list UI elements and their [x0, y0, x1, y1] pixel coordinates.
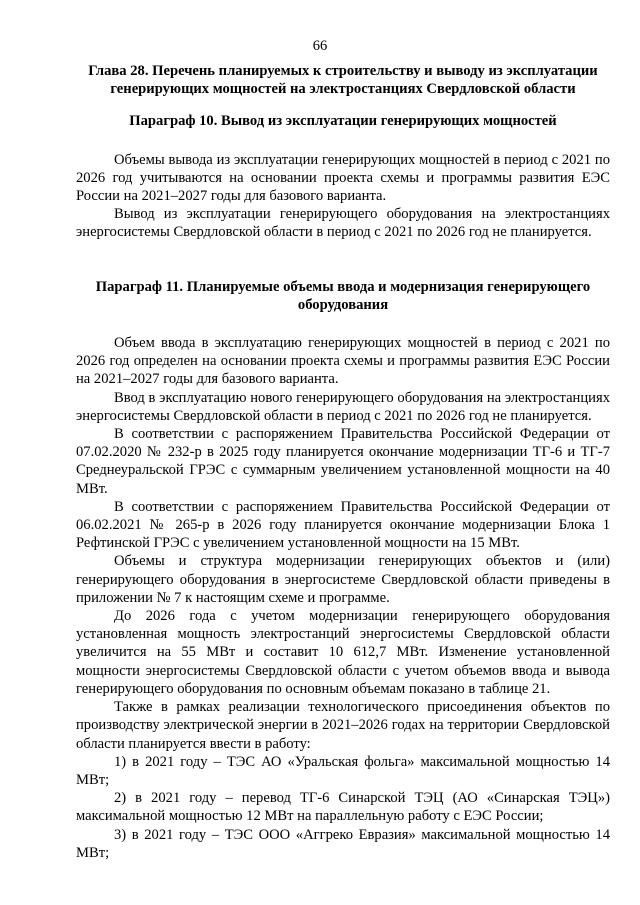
paragraph: В соответствии с распоряжением Правительства Российской Федерации от 07.02.2020 № 232-р в 2025 году планируется окончание модернизации ТГ-6 и ТГ-7 Среднеуральской ГРЭС с суммарным увеличением установленной мощности на 40 МВт. [76, 426, 610, 497]
list-item: 3) в 2021 году – ТЭС ООО «Аггреко Евразия» максимальной мощностью 14 МВт; [76, 826, 610, 861]
paragraph: Объем ввода в эксплуатацию генерирующих мощностей в период с 2021 по 2026 год определен на основании проекта схемы и программы развития ЕЭС России на 2021–2027 годы для базового варианта. [76, 335, 610, 388]
paragraph: Вывод из эксплуатации генерирующего оборудования на электростанциях энергосистемы Свердловской области в период с 2021 по 2026 год не планируется. [76, 206, 610, 241]
paragraph: Объемы и структура модернизации генерирующих объектов и (или) генерирующего оборудования в энергосистеме Свердловской области приведены в приложении № 7 к настоящим схеме и программе. [76, 553, 610, 606]
paragraph: Также в рамках реализации технологического присоединения объектов по производству электрической энергии в 2021–2026 годах на территории Свердловской области планируется ввести в работу: [76, 699, 610, 752]
list-item: 1) в 2021 году – ТЭС АО «Уральская фольга» максимальной мощностью 14 МВт; [76, 753, 610, 788]
paragraph: Ввод в эксплуатацию нового генерирующего оборудования на электростанциях энергосистемы Свердловской области в период с 2021 по 2026 год не планируется. [76, 389, 610, 424]
page-number: 66 [312, 38, 328, 54]
list-item: 2) в 2021 году – перевод ТГ-6 Синарской ТЭЦ (АО «Синарская ТЭЦ») максимальной мощностью 12 МВт на параллельную работу с ЕЭС России; [76, 790, 610, 825]
section-10-title: Параграф 10. Вывод из эксплуатации генерирующих мощностей [129, 113, 557, 130]
paragraph: Объемы вывода из эксплуатации генерирующих мощностей в период с 2021 по 2026 год учитываются на основании проекта схемы и программы развития ЕЭС России на 2021–2027 годы для базового варианта. [76, 151, 610, 205]
paragraph: В соответствии с распоряжением Правительства Российской Федерации от 06.02.2021 № 265-р в 2026 году планируется окончание модернизации Блока 1 Рефтинской ГРЭС с увеличением установленной мощности на 15 МВт. [76, 498, 610, 552]
section-11-title: Параграф 11. Планируемые объемы ввода и модернизация генерирующего оборудования [95, 278, 591, 313]
document-body [76, 62, 610, 862]
chapter-title: Глава 28. Перечень планируемых к строительству и выводу из эксплуатации генерирующих мощностей на электростанциях Свердловской области [88, 63, 598, 98]
paragraph: До 2026 года с учетом модернизации генерирующего оборудования установленная мощность электростанций энергосистемы Свердловской области увеличится на 55 МВт и составит 10 612,7 МВт. Изменение установленной мощности энергосистемы Свердловской области с учетом объемов ввода и вывода генерирующего оборудования по основным объемам показано в таблице 21. [76, 608, 610, 697]
